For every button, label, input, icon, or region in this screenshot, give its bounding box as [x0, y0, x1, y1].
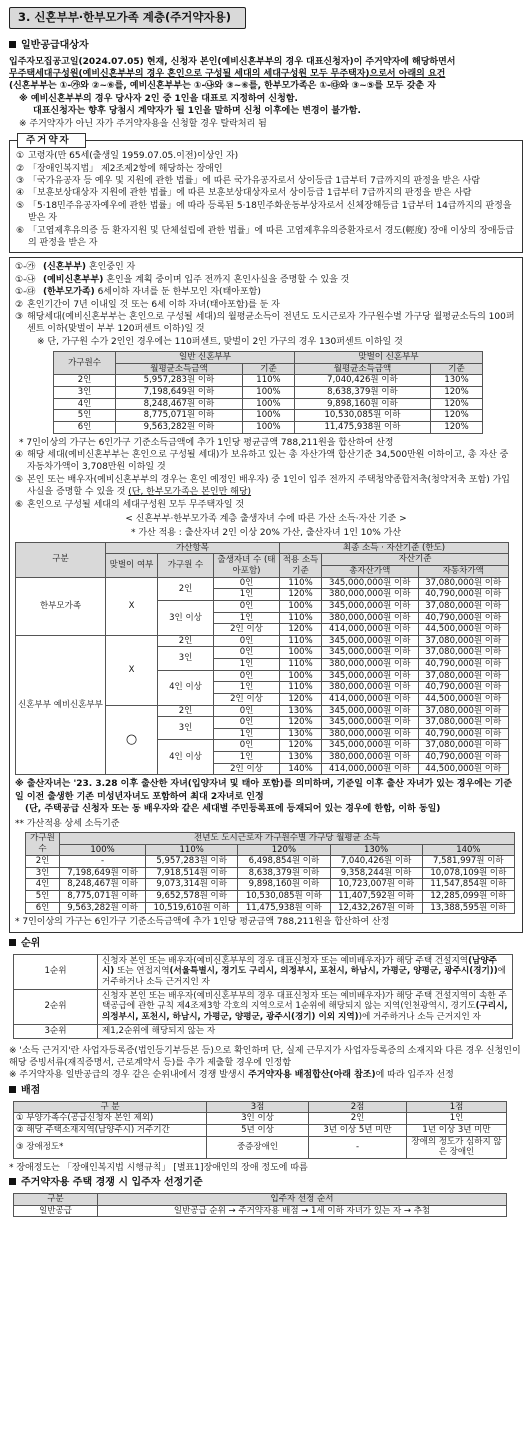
- square-bullet-icon: [9, 939, 16, 946]
- table-row: 1인 130% 380,000,000원 이하 40,790,000원 이하: [16, 752, 509, 764]
- page-title: 3. 신혼부부·한부모가족 계층(주거약자용): [9, 7, 246, 29]
- note-seven-plus: * 7인이상의 가구는 6인가구 기준소득금액에 추가 1인당 평균금액 788,211원을 합산하여 산정: [19, 437, 394, 448]
- table-row: 3인 0인 120% 345,000,000원 이하 37,080,000원 이하: [16, 717, 509, 729]
- note-birth-2: (단, 주택공급 신청자 또는 동 배우자와 같은 세대별 주민등록표에 등재되어 있는 경우에 한함, 이하 동일): [25, 804, 441, 815]
- section-selection: 주거약자용 주택 경쟁 시 입주자 선정기준: [9, 1176, 523, 1190]
- note-representative: ※ 예비신혼부부의 경우 당사자 2인 중 1인을 대표로 지정하여 신청함.: [19, 93, 298, 104]
- req-income: ③ 해당세대(예비신혼부부는 혼인으로 구성될 세대)의 월평균소득이 전년도 도시근로자 가구원수별 가구당 월평균소득의 100퍼센트 이하(맞벌이 부부 120퍼센트 이하)일 것: [15, 311, 515, 335]
- table-row: 1인 110% 380,000,000원 이하 40,790,000원 이하: [16, 612, 509, 624]
- elder-item: ⑤ 「5·18민주유공자예우에 관한 법률」에 따라 등록된 5·18민주화운동부상자로서 신체장해등급 1급부터 14급까지의 판정을 받은 자: [16, 200, 512, 224]
- table-row: 4인 이상 0인 120% 345,000,000원 이하 37,080,000원 이하: [16, 740, 509, 752]
- elder-tag: 주거약자: [17, 133, 86, 148]
- rank-row: 2순위 신청자 본인 또는 배우자(예비신혼부부의 경우 대표신청자 또는 예비배우자)가 해당 주택 건설지역이 속한 주택공급에 관한 규칙 제4조제3항 각호의 지역으로서 1순위에 해당되지 않는 지역(인천광역시, 경기도(구리시, 의정부시, 포천시, 하남시, 가평군, 양평군, 광주시(경기) 이외 지역))에 거주하거나 소득 근거지인 자: [14, 989, 513, 1024]
- table-row: ② 해당 주택소재지역(남양주시) 거주기간 5년 이상 3년 이상 5년 미만 1년 이상 3년 미만: [14, 1124, 507, 1136]
- req-newlywed: ①-㉮ (신혼부부) 혼인중인 자: [15, 262, 136, 273]
- table-row: ① 부양가족수(공급신청자 본인 제외) 3인 이상 2인 1인: [14, 1113, 507, 1125]
- rank-row: 3순위 제1,2순위에 해당되지 않는 자: [14, 1024, 513, 1038]
- table-row: 2인 이상 140% 414,000,000원 이하 44,500,000원 이하: [16, 763, 509, 775]
- note-representative-2: 대표신청자는 향후 당첨시 계약자가 될 1인을 말하며 신청 이후에는 변경이 불가함.: [33, 106, 361, 117]
- table-row: 신혼부부 예비신혼부부 X 2인 0인 110% 345,000,000원 이하 37,080,000원 이하: [16, 635, 509, 647]
- table-row: 2인 - 5,957,283원 이하 6,498,854원 이하 7,040,426원 이하 7,581,997원 이하: [26, 856, 515, 868]
- table-row: ○ 2인 0인 130% 345,000,000원 이하 37,080,000원 이하: [16, 705, 509, 717]
- table-row: 5인 8,775,071원 이하 100% 10,530,085원 이하 120%: [54, 410, 483, 422]
- income-table: 가구원수 일반 신혼부부 맞벌이 신혼부부 월평균소득금액 기준 월평균소득금액 기준 2인 5,957,283원 이하 110% 7,040,426원 이하 130% 3인 7,198,649원 이하 100% 8,638,379원 이하 120% 4인 8,248,467원 이하 100% 9,898,160원 이하 120% 5인 8,775,071원 이하 100% 10,530,085원 이하 120% 6인 9,563,282원 이하 100% 11,475,938원 이하 120%: [53, 351, 483, 433]
- req-pre-newlywed: ①-㉯ (예비신혼부부) 혼인을 계획 중이며 입주 전까지 혼인사실을 증명할 수 있을 것: [15, 274, 350, 285]
- square-bullet-icon: [9, 41, 16, 48]
- square-bullet-icon: [9, 1086, 16, 1093]
- section-rank: 순위: [9, 937, 523, 951]
- note-elder-only: ※ 주거약자가 아닌 자가 주거약자용을 신청할 경우 탈락처리 됨: [19, 118, 267, 129]
- table-row: 2인 이상 120% 414,000,000원 이하 44,500,000원 이하: [16, 693, 509, 705]
- table-row: 4인 이상 0인 100% 345,000,000원 이하 37,080,000원 이하: [16, 670, 509, 682]
- intro-line-3: (신혼부부는 ①-㉮와 ②~⑥를, 예비신혼부부는 ①-㉯와 ③~⑥를, 한부모가족은 ①-㉰와 ③~⑤를 모두 갖춘 자: [9, 81, 436, 92]
- rank-table: [13, 954, 513, 1039]
- elder-item: ⑥ 「고엽제후유의증 등 환자지원 및 단체설립에 관한 법률」에 따른 고엽제후유의증환자로서 경도(輕度) 장애 이상의 장애등급의 판정을 받은 자: [16, 225, 514, 248]
- elder-item: ① 고령자(만 65세(출생일 1959.07.05.이전)이상인 자): [16, 151, 239, 162]
- detail-label: ** 가산적용 상세 소득기준: [15, 818, 120, 829]
- req-homeless: ⑥ 혼인으로 구성될 세대의 세대구성원 모두 무주택자일 것: [15, 499, 245, 510]
- points-table: 구 분 3점 2점 1점 ① 부양가족수(공급신청자 본인 제외) 3인 이상 2인 1인 ② 해당 주택소재지역(남양주시) 거주기간 5년 이상 3년 이상 5년 미만 1년 이상 3년 미만 ③ 장애정도* 중증장애인 - 장애의 정도가 심하지 않은 장애인: [13, 1101, 507, 1159]
- req-single-parent: ①-㉰ (한부모가족) 6세이하 자녀를 둔 한부모인 자(태아포함): [15, 287, 261, 298]
- table-row: 3인 7,198,649원 이하 7,918,514원 이하 8,638,379원 이하 9,358,244원 이하 10,078,109원 이하: [26, 867, 515, 879]
- req-asset: ④ 해당 세대(예비신혼부부는 혼인으로 구성될 세대)가 보유하고 있는 총 자산가액 합산기준 34,500만원 이하이고, 총 자산 중 자동차가액이 3,708만원 이하일 것: [15, 449, 509, 473]
- selection-table: 구분 입주자 선정 순서 일반공급 일반공급 순위 → 주거약자용 배점 → 1세 이하 자녀가 있는 자 → 추첨: [13, 1193, 507, 1217]
- note-income-source: ※ '소득 근거지'란 사업자등록증(법인등기부등본 등)으로 확인하며 단, 실제 근무지가 사업자등록증의 소재지와 다른 경우 신청인이 해당 증빙서류(재직증명서, 근로계약서 등)를 추가 제출할 경우에 인정함: [9, 1045, 521, 1069]
- table-row: 6인 9,563,282원 이하 10,519,610원 이하 11,475,938원 이하 12,432,267원 이하 13,388,595원 이하: [26, 902, 515, 914]
- table-row: 1인 110% 380,000,000원 이하 40,790,000원 이하: [16, 682, 509, 694]
- detail-income-table: 가구원 수 전년도 도시근로자 가구원수별 가구당 월평균 소득 100% 110% 120% 130% 140% 2인 - 5,957,283원 이하 6,498,854원 이하 7,040,426원 이하 7,581,997원 이하 3인 7,198,649원 이하 7,918,514원 이하 8,638,379원 이하 9,358,244원 이하 10,078,109원 이하 4인 8,248,467원 이하 9,073,314원 이하 9,898,160원 이하 10,723,007원 이하 11,547,854원 이하 5인 8,775,071원 이하 9,652,578원 이하 10,530,085원 이하 11,407,592원 이하 12,285,099원 이하 6인 9,563,282원 이하 10,519,610원 이하 11,475,938원 이하 12,432,267원 이하 13,388,595원 이하: [25, 832, 515, 914]
- intro-line-2: 무주택세대구성원(예비신혼부부의 경우 혼인으로 구성될 세대의 세대구성원 모두 무주택자)으로서 아래의 요건: [9, 69, 446, 80]
- elder-item: ② 「장애인복지법」 제2조제2항에 해당하는 장애인: [16, 163, 223, 174]
- table-row: 4인 8,248,467원 이하 100% 9,898,160원 이하 120%: [54, 398, 483, 410]
- req-income-note: ※ 단, 가구원 수가 2인인 경우에는 110퍼센트, 맞벌이 2인 가구의 경우 130퍼센트 이하일 것: [37, 336, 403, 347]
- note-birth: ※ 출산자녀는 '23. 3.28 이후 출산한 자녀(입양자녀 및 태아 포함)를 의미하며, 기준일 이후 출산 자녀가 있는 경우에는 기준일 이전 출생한 기존 미성년자녀도 포함하여 최대 2자녀로 인정: [15, 779, 513, 802]
- note-seven-plus-2: * 7인이상의 가구는 6인가구 기준소득금액에 추가 1인당 평균금액 788,211원을 합산하여 산정: [15, 917, 390, 928]
- table-row: 6인 9,563,282원 이하 100% 11,475,938원 이하 120%: [54, 421, 483, 433]
- square-bullet-icon: [9, 1178, 16, 1185]
- table-row: 4인 8,248,467원 이하 9,073,314원 이하 9,898,160원 이하 10,723,007원 이하 11,547,854원 이하: [26, 879, 515, 891]
- table-row: 1인 120% 380,000,000원 이하 40,790,000원 이하: [16, 589, 509, 601]
- table-row: ③ 장애정도* 중증장애인 - 장애의 정도가 심하지 않은 장애인: [14, 1136, 507, 1158]
- table-row: 1인 130% 380,000,000원 이하 40,790,000원 이하: [16, 728, 509, 740]
- table-row: 5인 8,775,071원 이하 9,652,578원 이하 10,530,085원 이하 11,407,592원 이하 12,285,099원 이하: [26, 891, 515, 903]
- elder-definition: [9, 135, 523, 253]
- table-row: 3인 이상 0인 100% 345,000,000원 이하 37,080,000원 이하: [16, 600, 509, 612]
- table-row: 한부모가족 X 2인 0인 110% 345,000,000원 이하 37,080,000원 이하: [16, 577, 509, 589]
- intro-line-1: 입주자모집공고일(2024.07.05) 현재, 신청자 본인(예비신혼부부의 경우 대표신청자)이 주거약자에 해당하면서: [9, 56, 456, 67]
- bonus-caption: < 신혼부부·한부모가족 계층 출생자녀 수에 따른 가산 소득·자산 기준 >: [125, 514, 407, 524]
- table-row: 2인 5,957,283원 이하 110% 7,040,426원 이하 130%: [54, 375, 483, 387]
- elder-item: ③ 「국가유공자 등 예우 및 지원에 관한 법률」에 따른 국가유공자로서 상이등급 1급부터 7급까지의 판정을 받은 사람: [16, 175, 481, 186]
- note-tie: ※ 주거약자용 일반공급의 경우 같은 순위내에서 경쟁 발생시 주거약자용 배점합산(아래 참조)에 따라 입주자 선정: [9, 1070, 454, 1081]
- table-row: 2인 이상 120% 414,000,000원 이하 44,500,000원 이하: [16, 624, 509, 636]
- section-points: 배점: [9, 1084, 523, 1098]
- rank-row: 1순위 신청자 본인 또는 배우자(예비신혼부부의 경우 대표신청자 또는 예비배우자)가 해당 주택 건설지역(남양주시) 또는 연접지역(서울특별시, 경기도 구리시, 의정부시, 포천시, 하남시, 가평군, 양평군, 광주시(경기))에 거주하거나 소득 근거지인 자: [14, 954, 513, 989]
- req-savings: ⑤ 본인 또는 배우자(예비신혼부부의 경우는 혼인 예정인 배우자) 중 1인이 입주 전까지 주택청약종합저축(청약저축 포함) 가입사실을 증명할 수 있을 것 (단, 한부모가족은 본인만 해당): [15, 474, 510, 498]
- bonus-caption-2: * 가산 적용 : 출산자녀 2인 이상 20% 가산, 출산자녀 1인 10% 가산: [130, 528, 402, 539]
- elder-item: ④ 「보훈보상대상자 지원에 관한 법률」에 따른 보훈보상대상자로서 상이등급 1급부터 7급까지의 판정을 받은 사람: [16, 188, 472, 199]
- note-disability: * 장애정도는 「장애인복지법 시행규칙」 [별표1]장애인의 장애 정도에 따름: [9, 1162, 308, 1173]
- elder-box: [9, 140, 523, 253]
- req-marriage-period: ② 혼인기간이 7년 이내일 것 또는 6세 이하 자녀(태아포함)를 둔 자: [15, 299, 280, 310]
- table-row: 1인 110% 380,000,000원 이하 40,790,000원 이하: [16, 659, 509, 671]
- table-row: 3인 7,198,649원 이하 100% 8,638,379원 이하 120%: [54, 387, 483, 399]
- table-row: 3인 0인 100% 345,000,000원 이하 37,080,000원 이하: [16, 647, 509, 659]
- bonus-table: 구분 가산항목 최종 소득 · 자산기준 (한도) 맞벌이 여부 가구원 수 출생자녀 수 (태아포함) 적용 소득기준 자산기준 총자산가액 자동차가액 한부모가족 X 2인 0인 110% 345,000,000원 이하 37,080,000원 이하 1인 120% 380,000,000원 이하 40,790,000원 이하 3인 이상 0인 100% 345,000,000원 이하 37,080,000원 이하 1인 110% 380,000,000원 이하 40,790,000원 이하 2인 이상 120% 414,000,000원 이하 44,500,000원 이하 신혼부부 예비신혼부부 X 2인 0인 110% 345,000,000원 이하 37,080,000원 이하 3인 0인 100% 345,000,000원 이하 37,080,000원 이하 1인 110% 380,000,000원 이하 40,790,000원 이하 4인 이상 0인 100% 345,000,000원 이하 37,080,000원 이하 1인 110% 380,000,000원 이하 40,790,000원 이하 2인 이상 120% 414,000,000원 이하 44,500,000원 이하 ○ 2인 0인 130% 345,000,000원 이하 37,080,000원 이하 3인 0인 120% 345,000,000원 이하 37,080,000원 이하 1인 130% 380,000,000원 이하 40,790,000원 이하 4인 이상 0인 120% 345,000,000원 이하 37,080,000원 이하 1인 130% 380,000,000원 이하 40,790,000원 이하 2인 이상 140% 414,000,000원 이하 44,500,000원 이하: [15, 542, 509, 776]
- requirements-box: [9, 257, 523, 932]
- section-general-supply: 일반공급대상자: [9, 39, 523, 53]
